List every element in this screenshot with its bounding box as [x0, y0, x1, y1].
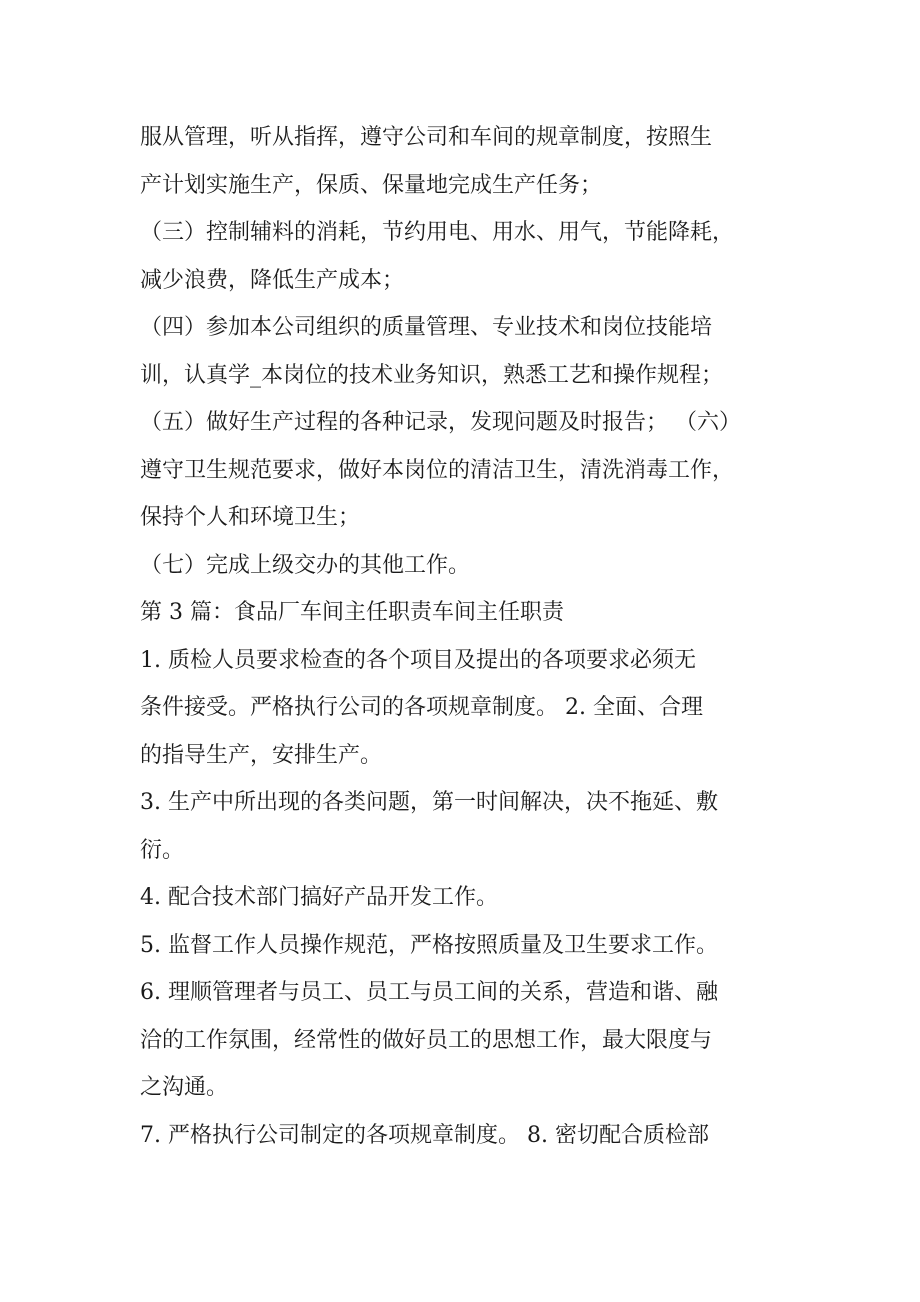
text-line: 服从管理，听从指挥，遵守公司和车间的规章制度，按照生: [140, 125, 713, 150]
text-line: （五）做好生产过程的各种记录，发现问题及时报告； （六）: [140, 410, 741, 435]
text-line: 的指导生产，安排生产。: [140, 743, 383, 768]
text-line: 产计划实施生产，保质、保量地完成生产任务；: [140, 173, 603, 198]
text-line: 减少浪费，降低生产成本；: [140, 268, 405, 293]
text-line: 1. 质检人员要求检查的各个项目及提出的各项要求必须无: [140, 648, 696, 673]
text-line: 7. 严格执行公司制定的各项规章制度。 8. 密切配合质检部: [140, 1123, 709, 1148]
text-line: （三）控制辅料的消耗，节约用电、用水、用气，节能降耗，: [140, 220, 735, 245]
text-line: （四）参加本公司组织的质量管理、专业技术和岗位技能培: [140, 315, 713, 340]
section-heading: 第 3 篇：食品厂车间主任职责车间主任职责: [140, 600, 564, 625]
text-line: 3. 生产中所出现的各类问题，第一时间解决，决不拖延、敷: [140, 790, 718, 815]
text-line: 6. 理顺管理者与员工、员工与员工间的关系，营造和谐、融: [140, 980, 718, 1005]
text-line: 之沟通。: [140, 1075, 229, 1100]
text-line: 5. 监督工作人员操作规范，严格按照质量及卫生要求工作。: [140, 933, 718, 958]
text-line: 洽的工作氛围，经常性的做好员工的思想工作，最大限度与: [140, 1028, 713, 1053]
text-line: 4. 配合技术部门搞好产品开发工作。: [140, 885, 498, 910]
text-line: 衍。: [140, 838, 185, 863]
text-line: （七）完成上级交办的其他工作。: [140, 553, 471, 578]
text-line: 训，认真学_本岗位的技术业务知识，熟悉工艺和操作规程；: [140, 363, 724, 388]
text-line: 条件接受。严格执行公司的各项规章制度。 2. 全面、合理: [140, 695, 703, 720]
text-line: 遵守卫生规范要求，做好本岗位的清洁卫生，清洗消毒工作，: [140, 458, 735, 483]
text-line: 保持个人和环境卫生；: [140, 505, 361, 530]
